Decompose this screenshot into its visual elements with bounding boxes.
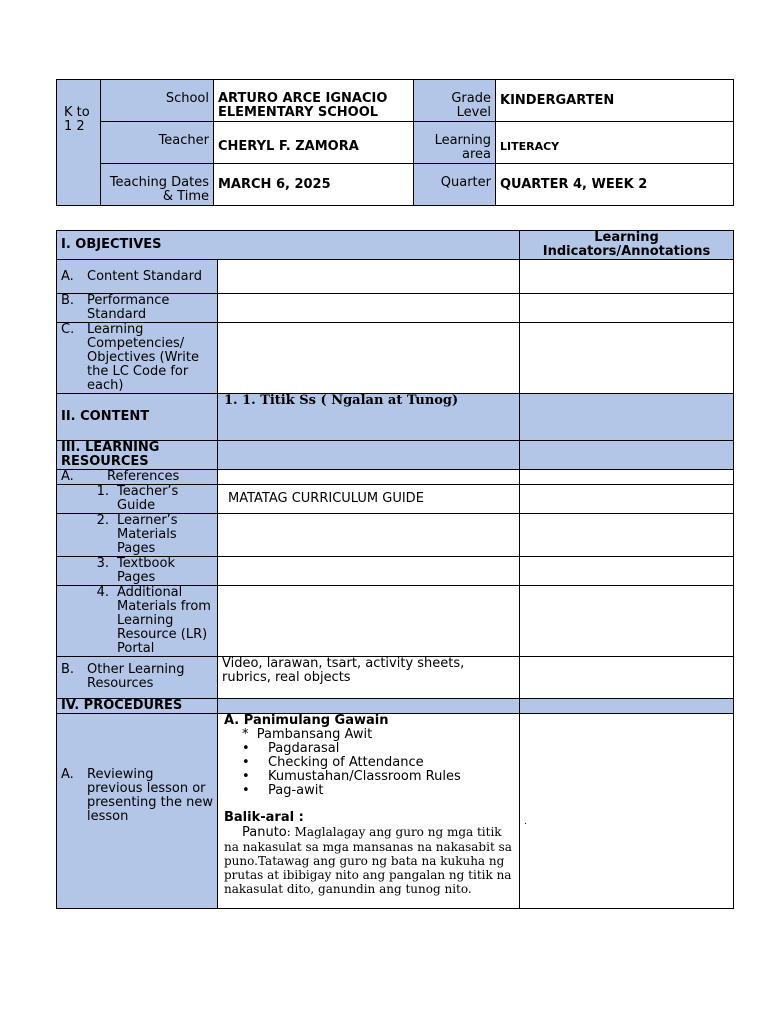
teaching-dates-value: MARCH 6, 2025 (214, 164, 414, 206)
quarter-label: Quarter (414, 164, 496, 206)
competencies-num: C. (61, 322, 75, 337)
annotations-header: Learning Indicators/Annotations (520, 231, 734, 260)
performance-standard-label (57, 294, 218, 323)
references-text: References (107, 469, 180, 484)
k-to-12-line1: K to (64, 105, 90, 120)
learners-materials-value (218, 514, 520, 557)
other-resources-value: Video, larawan, tsart, activity sheets, rubrics, real objects (218, 657, 520, 699)
k-to-12-line2: 1 2 (64, 119, 85, 134)
performance-standard-value (218, 294, 520, 323)
other-resources-num: B. (61, 662, 75, 677)
textbook-num: 3. (96, 556, 109, 571)
reviewing-lesson-annotation (520, 714, 734, 909)
textbook-label (57, 557, 218, 586)
teacher-label: Teacher (101, 122, 214, 164)
competencies-label (57, 323, 218, 394)
content-standard-num: A. (61, 268, 74, 284)
competencies-annotation (520, 323, 734, 394)
school-value: ARTURO ARCE IGNACIO ELEMENTARY SCHOOL (214, 80, 414, 122)
reviewing-lesson-text: Reviewing previous lesson or presenting the new lesson (87, 767, 213, 824)
references-value (218, 470, 520, 485)
additional-materials-annotation (520, 586, 734, 657)
learners-materials-num: 2. (96, 513, 109, 528)
teachers-guide-value: MATATAG CURRICULUM GUIDE (218, 485, 520, 514)
list-item (224, 784, 515, 798)
references-num: A. (61, 469, 74, 484)
procedures-heading: IV. PROCEDURES (57, 699, 218, 714)
bullet-icon: • (242, 755, 250, 770)
teachers-guide-label (57, 485, 218, 514)
bullet-icon: • (242, 769, 250, 784)
bullet-icon: • (242, 741, 250, 756)
list-item-text: Kumustahan/Classroom Rules (268, 769, 461, 784)
learners-materials-text: Learner’s Materials Pages (117, 513, 178, 556)
grade-level-value: KINDERGARTEN (496, 80, 734, 122)
content-standard-label (57, 260, 218, 294)
content-annotation (520, 394, 734, 441)
procedures-heading-value (218, 699, 520, 714)
panuto-label: Panuto (242, 825, 287, 840)
bullet-icon: • (242, 783, 250, 798)
other-resources-annotation (520, 657, 734, 699)
list-item (224, 770, 515, 784)
list-item (224, 742, 515, 756)
star-item-text: Pambansang Awit (256, 727, 373, 742)
list-item (224, 756, 515, 770)
resources-heading-annotation (520, 441, 734, 470)
grade-level-label: Grade Level (414, 80, 496, 122)
school-label: School (101, 80, 214, 122)
list-item-text: Checking of Attendance (268, 755, 424, 770)
header-table (56, 79, 734, 206)
list-item-text: Pagdarasal (268, 741, 340, 756)
learning-area-value: LITERACY (496, 122, 734, 164)
objectives-heading: I. OBJECTIVES (57, 231, 520, 260)
references-label (57, 470, 218, 485)
panuto-paragraph (224, 825, 515, 896)
panimulang-gawain-title: A. Panimulang Gawain (224, 713, 389, 728)
star-item (224, 728, 515, 742)
performance-standard-num: B. (61, 293, 75, 308)
performance-standard-annotation (520, 294, 734, 323)
teachers-guide-text: Teacher’s Guide (117, 484, 179, 513)
annotation-dot: . (524, 817, 527, 827)
competencies-text: Learning Competencies/ Objectives (Write the LC Code for each) (87, 322, 199, 393)
other-resources-text: Other Learning Resources (87, 662, 185, 691)
balik-aral-title: Balik-aral : (224, 810, 304, 825)
resources-heading-value (218, 441, 520, 470)
performance-standard-text: Performance Standard (87, 293, 170, 322)
textbook-value (218, 557, 520, 586)
resources-heading: III. LEARNING RESOURCES (57, 441, 218, 470)
list-item-text: Pag-awit (268, 783, 324, 798)
textbook-annotation (520, 557, 734, 586)
teachers-guide-num: 1. (96, 484, 109, 499)
panuto-text: : Maglalagay ang guro ng mga titik na nakasulat sa mga mansanas na nakasabit sa puno.Tatawag ang guro ng bata na kukuha ng prutas at ibibigay nito ang pangalan ng titik na nakasulat dito, ganundin ang tunog nito. (224, 825, 512, 896)
reviewing-lesson-num: A. (61, 767, 74, 782)
k-to-12-cell (57, 80, 101, 206)
content-value: 1. 1. Titik Ss ( Ngalan at Tunog) (218, 394, 520, 441)
textbook-text: Textbook Pages (117, 556, 175, 585)
additional-materials-text: Additional Materials from Learning Resource (LR) Portal (117, 585, 211, 656)
content-standard-value (218, 260, 520, 294)
reviewing-lesson-label (57, 714, 218, 909)
dll-main-table (56, 230, 734, 909)
learners-materials-label (57, 514, 218, 557)
other-resources-label (57, 657, 218, 699)
teachers-guide-annotation (520, 485, 734, 514)
references-annotation (520, 470, 734, 485)
competencies-value (218, 323, 520, 394)
learning-area-label: Learning area (414, 122, 496, 164)
quarter-value: QUARTER 4, WEEK 2 (496, 164, 734, 206)
additional-materials-value (218, 586, 520, 657)
content-standard-text: Content Standard (87, 268, 202, 284)
content-heading: II. CONTENT (57, 394, 218, 441)
reviewing-lesson-value (218, 714, 520, 909)
teaching-dates-label: Teaching Dates & Time (101, 164, 214, 206)
learners-materials-annotation (520, 514, 734, 557)
teacher-value: CHERYL F. ZAMORA (214, 122, 414, 164)
procedures-heading-annotation (520, 699, 734, 714)
additional-materials-num: 4. (96, 585, 109, 600)
additional-materials-label (57, 586, 218, 657)
star-icon: * (242, 727, 257, 742)
content-standard-annotation (520, 260, 734, 294)
activity-bullet-list (224, 742, 515, 798)
